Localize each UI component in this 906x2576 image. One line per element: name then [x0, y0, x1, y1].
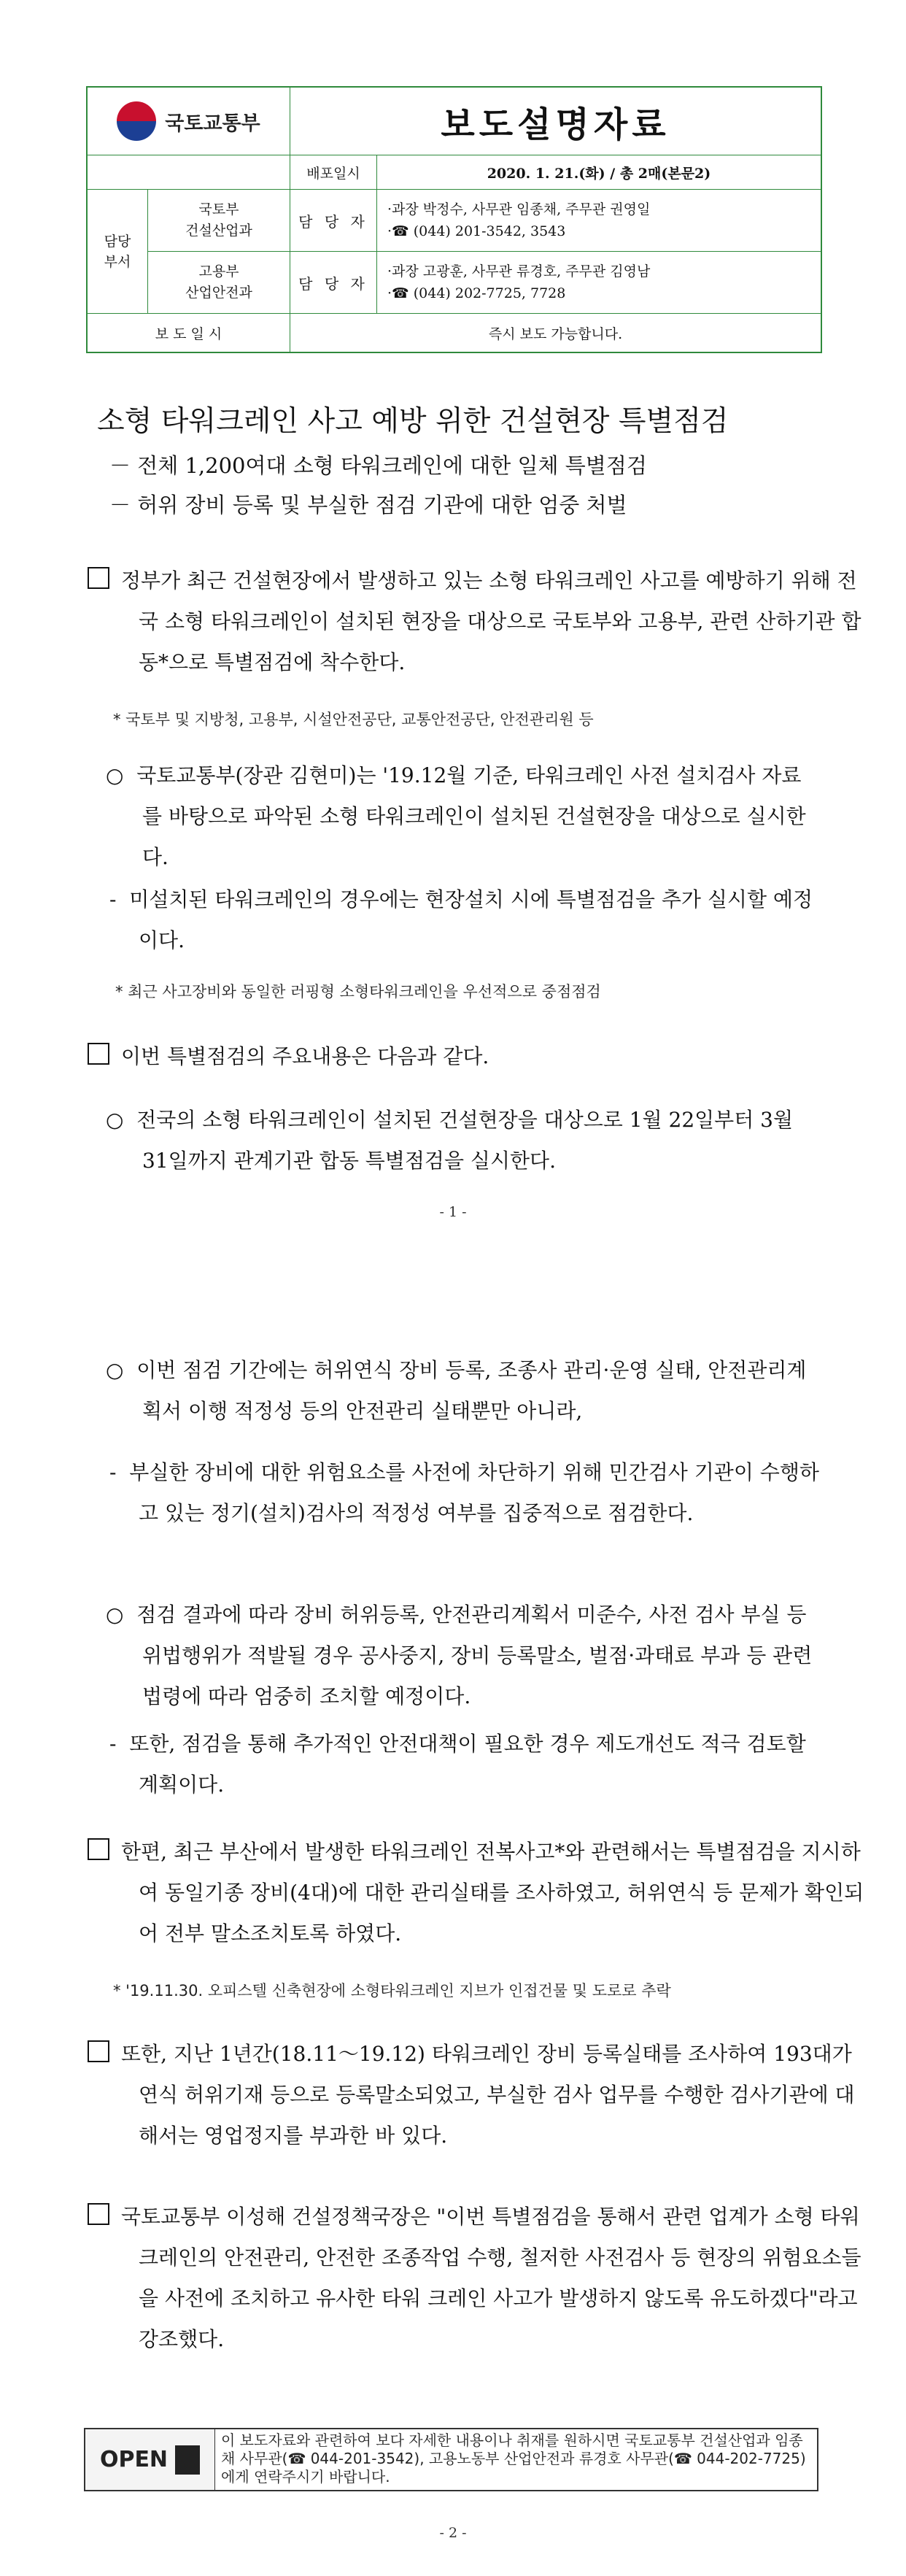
paragraph: - 또한, 점검을 통해 추가적인 안전대책이 필요한 경우 제도개선도 적극 검토할 계획이다.	[109, 1732, 806, 1797]
paragraph: - 미설치된 타워크레인의 경우에는 현장설치 시에 특별점검을 추가 실시할 예정이다.	[109, 887, 813, 952]
license-icon	[175, 2445, 200, 2475]
distribution-value: 2020. 1. 21.(화) / 총 2매(본문2)	[376, 155, 821, 189]
release-value: 즉시 보도 가능합니다.	[290, 314, 821, 352]
paragraph: 국토교통부 이성해 건설정책국장은 "이번 특별점검을 통해서 관련 업계가 소형 타워크레인의 안전관리, 안전한 조종작업 수행, 철저한 사전검사 등 현장의 위험요소들을 사전에 조치하고 유사한 타워 크레인 사고가 발생하지 않도록 유도하겠다"라고 강조했다.	[88, 2197, 872, 2360]
ministry-name: 국토교통부	[165, 112, 260, 135]
page-number: - 2 -	[439, 2525, 467, 2541]
paragraph: ○ 이번 점검 기간에는 허위연식 장비 등록, 조종사 관리·운영 실태, 안전관리계획서 이행 적정성 등의 안전관리 실태뿐만 아니라,	[106, 1358, 807, 1423]
taegeuk-emblem-icon	[117, 101, 156, 141]
square-bullet-icon	[88, 567, 109, 589]
paragraph: 이번 특별점검의 주요내용은 다음과 같다.	[88, 1036, 821, 1077]
subheadline: － 허위 장비 등록 및 부실한 점검 기관에 대한 엄중 처벌	[109, 493, 627, 517]
distribution-label: 배포일시	[290, 155, 376, 189]
paragraph: 또한, 지난 1년간(18.11～19.12) 타워크레인 장비 등록실태를 조사하여 193대가 연식 허위기재 등으로 등록말소되었고, 부실한 검사 업무를 수행한 검사기관에 대해서는 영업정지를 부과한 바 있다.	[88, 2034, 872, 2156]
square-bullet-icon	[88, 2203, 109, 2225]
release-label: 보 도 일 시	[155, 325, 222, 342]
open-license-badge: OPEN	[85, 2429, 215, 2490]
paragraph: ○ 전국의 소형 타워크레인이 설치된 건설현장을 대상으로 1월 22일부터 3월 31일까지 관계기관 합동 특별점검을 실시한다.	[106, 1108, 794, 1173]
paragraph: - 부실한 장비에 대한 위험요소를 사전에 차단하기 위해 민간검사 기관이 수행하고 있는 정기(설치)검사의 적정성 여부를 집중적으로 점검한다.	[109, 1460, 819, 1525]
square-bullet-icon	[88, 1838, 109, 1860]
circle-bullet-icon: ○	[106, 763, 137, 787]
dept-row: 국토부 건설산업과 담 당 자 ·과장 박정수, 사무관 임종채, 주무관 권영일 ·☎ (044) 201-3542, 3543	[148, 190, 821, 251]
footnote: * 최근 사고장비와 동일한 러핑형 소형타워크레인을 우선적으로 중점점검	[115, 983, 601, 1000]
paragraph: 한편, 최근 부산에서 발생한 타워크레인 전복사고*와 관련해서는 특별점검을 지시하여 동일기종 장비(4대)에 대한 관리실태를 조사하였고, 허위연식 등 문제가 확인되어 전부 말소조치토록 하였다.	[88, 1832, 872, 1954]
paragraph: ○ 점검 결과에 따라 장비 허위등록, 안전관리계획서 미준수, 사전 검사 부실 등 위법행위가 적발될 경우 공사중지, 장비 등록말소, 벌점·과태료 부과 등 관련 법령에 따라 엄중히 조치할 예정이다.	[106, 1603, 813, 1708]
paragraph: ○ 국토교통부(장관 김현미)는 '19.12월 기준, 타워크레인 사전 설치검사 자료를 바탕으로 파악된 소형 타워크레인이 설치된 건설현장을 대상으로 실시한다.	[106, 763, 806, 869]
contact-text: 이 보도자료와 관련하여 보다 자세한 내용이나 취재를 원하시면 국토교통부 건설산업과 임종채 사무관(☎ 044-201-3542), 고용노동부 산업안전과 류경호 사무관(☎ 044-202-7725)에게 연락주시기 바랍니다.	[221, 2432, 806, 2486]
footnote: * '19.11.30. 오피스텔 신축현장에 소형타워크레인 지브가 인접건물 및 도로로 추락	[113, 1982, 671, 2000]
subheadline: － 전체 1,200여대 소형 타워크레인에 대한 일체 특별점검	[109, 453, 647, 478]
square-bullet-icon	[88, 2040, 109, 2062]
dept-label: 담당 부서	[88, 190, 148, 313]
square-bullet-icon	[88, 1043, 109, 1065]
page-number: - 1 -	[439, 1204, 467, 1220]
ministry-logo	[88, 88, 290, 155]
dept-row: 고용부 산업안전과 담 당 자 ·과장 고광훈, 사무관 류경호, 주무관 김영남 ·☎ (044) 202-7725, 7728	[148, 251, 821, 313]
footnote: * 국토부 및 지방청, 고용부, 시설안전공단, 교통안전공단, 안전관리원 등	[113, 711, 594, 728]
doc-type-title: 보도설명자료	[441, 104, 670, 145]
press-header-table	[86, 86, 822, 353]
paragraph: 정부가 최근 건설현장에서 발생하고 있는 소형 타워크레인 사고를 예방하기 위해 전국 소형 타워크레인이 설치된 현장을 대상으로 국토부와 고용부, 관련 산하기관 합동*으로 특별점검에 착수한다.	[88, 560, 872, 683]
headline: 소형 타워크레인 사고 예방 위한 건설현장 특별점검	[97, 405, 729, 438]
contact-footer	[84, 2428, 818, 2491]
